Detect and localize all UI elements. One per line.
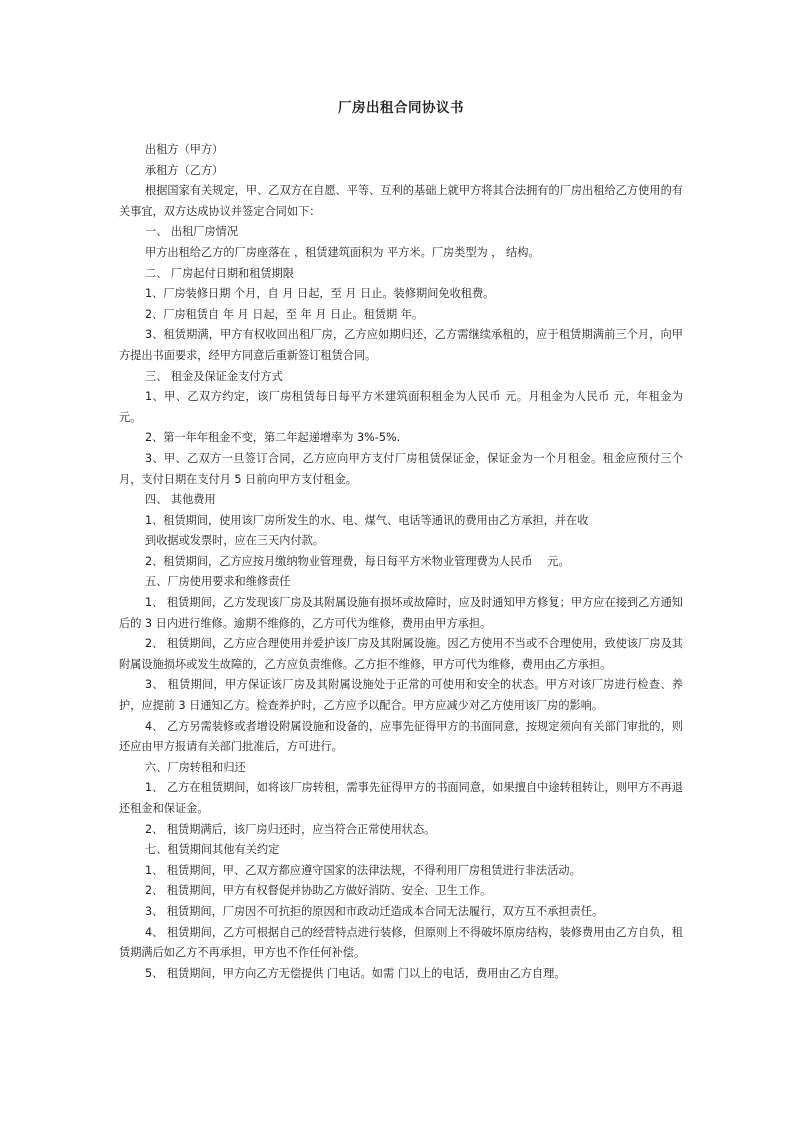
section-heading: 七、租赁期间其他有关约定 <box>145 843 280 857</box>
clause-paragraph: 1、 租赁期间，乙方发现该厂房及其附属设施有损坏或故障时，应及时通知甲方修复；甲方应在接到乙方通知后的 3 日内进行维修。逾期不维修的，乙方可代为维修，费用由甲方承担。 <box>119 596 683 630</box>
clause-paragraph: 2、第一年年租金不变，第二年起递增率为 3%-5%. <box>145 431 401 445</box>
document-title: 厂房出租合同协议书 <box>338 100 464 116</box>
clause-paragraph: 4、 租赁期间，乙方可根据自己的经营特点进行装修，但原则上不得破坏原房结构，装修费用由乙方自负，租赁期满后如乙方不再承担，甲方也不作任何补偿。 <box>119 925 683 960</box>
clause-paragraph: 1、厂房装修日期 个月，自 月 日起，至 月 日止。装修期间免收租费。 <box>145 287 495 301</box>
party-a-line: 出租方（甲方） <box>145 143 224 156</box>
clause-paragraph: 2、 租赁期间，乙方应合理使用并爱护该厂房及其附属设施。因乙方使用不当或不合理使用，致使该厂房及其附属设施损坏或发生故障的，乙方应负责维修。乙方拒不维修，甲方可代为维修，费用由乙方承担。 <box>119 637 683 671</box>
clause-paragraph: 2、 租赁期满后，该厂房归还时，应当符合正常使用状态。 <box>145 822 436 836</box>
preamble-paragraph: 根据国家有关规定，甲、乙双方在自愿、平等、互利的基础上就甲方将其合法拥有的厂房出租给乙方使用的有关事宜，双方达成协议并签定合同如下： <box>119 184 683 218</box>
party-b-line: 承租方（乙方） <box>145 163 224 177</box>
document-body <box>119 140 683 984</box>
section-heading: 三、 租金及保证金支付方式 <box>145 369 283 383</box>
clause-paragraph: 4、 乙方另需装修或者增设附属设施和设备的，应事先征得甲方的书面同意，按规定须向有关部门审批的，则还应由甲方报请有关部门批准后，方可进行。 <box>119 719 683 754</box>
clause-paragraph: 2、租赁期间，乙方应按月缴纳物业管理费，每日每平方米物业管理费为人民币 元。 <box>145 554 570 568</box>
clause-paragraph: 1、 租赁期间，甲、乙双方都应遵守国家的法律法规，不得利用厂房租赁进行非法活动。 <box>145 863 581 877</box>
clause-paragraph: 1、 乙方在租赁期间，如将该厂房转租，需事先征得甲方的书面同意，如果擅自中途转租转让，则甲方不再退还租金和保证金。 <box>119 781 683 815</box>
clause-paragraph: 3、 租赁期间，厂房因不可抗拒的原因和市政动迁造成本合同无法履行，双方互不承担责任。 <box>145 904 604 918</box>
clause-paragraph: 1、甲、乙双方约定，该厂房租赁每日每平方米建筑面积租金为人民币 元。月租金为人民币 元，年租金为 元。 <box>119 390 683 424</box>
section-heading: 二、 厂房起付日期和租赁期限 <box>145 266 294 280</box>
clause-paragraph: 3、甲、乙双方一旦签订合同，乙方应向甲方支付厂房租赁保证金，保证金为一个月租金。租金应预付三个月，支付日期在支付月 5 日前向甲方支付租金。 <box>119 451 683 486</box>
clause-paragraph: 3、 租赁期间，甲方保证该厂房及其附属设施处于正常的可使用和安全的状态。甲方对该厂房进行检查、养护，应提前 3 日通知乙方。检查养护时，乙方应予以配合。甲方应减少对乙方使用该厂房的影响。 <box>119 678 683 713</box>
clause-paragraph: 甲方出租给乙方的厂房座落在 ，租赁建筑面积为 平方米。厂房类型为 ， 结构。 <box>145 245 540 259</box>
section-heading: 一、 出租厂房情况 <box>145 225 239 239</box>
clause-paragraph: 5、 租赁期间，甲方向乙方无偿提供 门电话。如需 门以上的电话，费用由乙方自理。 <box>145 966 566 980</box>
section-heading: 五、厂房使用要求和维修责任 <box>145 575 291 589</box>
clause-paragraph: 2、 租赁期间，甲方有权督促并协助乙方做好消防、安全、卫生工作。 <box>145 884 492 898</box>
section-heading: 六、厂房转租和归还 <box>145 760 246 774</box>
clause-paragraph: 1、租赁期间，使用该厂房所发生的水、电、煤气、电话等通讯的费用由乙方承担，并在收 <box>145 513 589 527</box>
clause-continuation: 到收据或发票时，应在三天内付款。 <box>145 534 325 548</box>
section-heading: 四、 其他费用 <box>145 493 216 507</box>
clause-paragraph: 3、租赁期满，甲方有权收回出租厂房，乙方应如期归还，乙方需继续承租的，应于租赁期满前三个月，向甲方提出书面要求，经甲方同意后重新签订租赁合同。 <box>119 328 683 362</box>
clause-paragraph: 2、厂房租赁自 年 月 日起，至 年 月 日止。租赁期 年。 <box>145 307 424 321</box>
